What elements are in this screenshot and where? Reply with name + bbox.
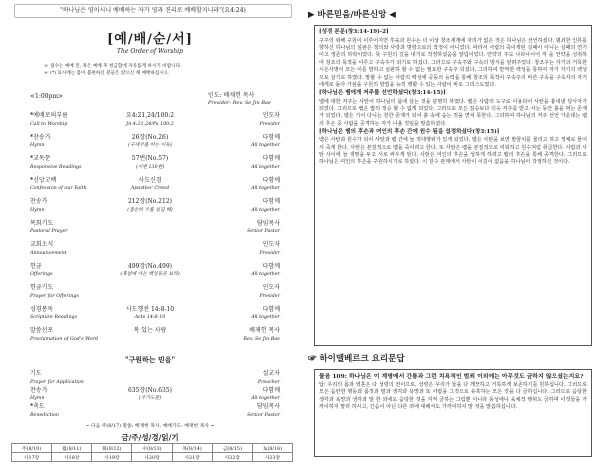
reading-cell: 사18장 <box>52 453 92 462</box>
item-detail <box>100 220 200 228</box>
item-role <box>30 177 87 193</box>
note-line: ☞ (*) 표시에는 몸이 불편하신 분들은 앉으신 채 예배하십시오. <box>44 71 170 76</box>
item-role <box>30 403 59 419</box>
item-detail <box>100 263 200 279</box>
item-leader-en: Senior Pastor <box>247 229 280 234</box>
leader-label-en: Presider: Rev. Se Jin Bae <box>208 99 271 106</box>
reading-cell: 사21장 <box>172 453 212 462</box>
item-detail-text: 요4:21,24/100:2 <box>125 112 175 119</box>
item-name-en: Hymn <box>30 143 45 148</box>
next-week-note: ~ 다음 주(8/17) 말씀: 배재헌 목사, 예배기도: 배재헌 목사 ~ <box>85 424 215 429</box>
standing-mark: * <box>30 155 34 162</box>
item-name-en: Call to Worship <box>30 121 68 127</box>
item-leader <box>259 241 280 257</box>
item-name: 찬송가 <box>30 386 48 394</box>
reading-cell: 사17장 <box>12 453 52 462</box>
item-detail <box>100 403 200 411</box>
item-leader-en: Presider <box>259 250 280 256</box>
article-paragraph: 뱀에 대한 저주는 사탄이 하나님의 몸에 삼는 것을 분명히 하였다. 뱀은 사람의 도구로 이용되어 사탄을 흉내낸 당사자가 되었다. 그리므로 뱀은 밥의 정승 할 수 없게 되었다. 그러므로 모든 짐승보다 더욱 저주를 받고 사는 동안 흙을 먹는 존재가 되었다. 뱀은 기어 다니는 천한 존재가 되어 흙 속에 숨는 것을 면치 못한다. 그리하여 하나님의 저주 선언 가운데는 뱀의 후손 중 사람을 공격하는 자가 나올 것임을 말씀하셨다. <box>319 98 587 127</box>
item-role <box>30 370 84 386</box>
item-name-en: Offerings <box>30 272 53 277</box>
item-detail-text: 57번(No.57) <box>131 155 169 162</box>
reading-cell: 사20장 <box>132 453 172 462</box>
reading-cell: 월(8/11) <box>52 444 92 453</box>
item-detail-en: (흑암에 사는 백성들을 보라) <box>120 272 180 277</box>
item-leader <box>251 306 280 322</box>
item-name: 신앙고백 <box>33 176 57 184</box>
item-leader <box>247 403 280 419</box>
item-leader-text: 다함께 <box>262 155 280 162</box>
item-name-en: Pastoral Prayer <box>30 229 68 234</box>
note-line: ☞ 접수는 예배 전, 혹은 예배 후 헌금함에 자유롭게 하시기 바랍니다. <box>44 64 182 69</box>
item-leader-en: Presider <box>259 293 280 299</box>
item-leader <box>258 370 280 386</box>
article-subheading: [하나님은 뱀에게 저주를 선언하셨다(창3:14-15)] <box>319 89 446 96</box>
item-detail-en: (구세주를 아는 이들) <box>128 143 172 148</box>
item-detail-en: Jn.4:21,24/Ps.100:2 <box>126 121 174 127</box>
item-leader <box>251 155 280 171</box>
article-heading: [성경 본문(창3:14-19)-2] <box>319 29 389 35</box>
catechism-box <box>314 369 592 457</box>
item-role <box>30 112 68 128</box>
item-leader-text: 인도자 <box>262 112 280 119</box>
item-detail-text: 복 있는 사람 <box>133 327 167 334</box>
standing-mark: * <box>30 176 34 184</box>
item-role <box>30 241 67 257</box>
item-detail <box>100 306 200 322</box>
item-role <box>30 327 98 343</box>
item-name-en: Confession of our Faith <box>30 186 87 191</box>
item-name-en: Prayer for Offerings <box>30 293 79 299</box>
page-subtitle: The Order of Worship <box>117 48 183 55</box>
item-leader-en: Preacher <box>257 379 280 385</box>
item-leader-en: All together <box>251 272 280 277</box>
item-role <box>30 387 47 403</box>
item-leader-text: 다함께 <box>262 305 280 313</box>
item-leader-text: 설교자 <box>262 370 280 377</box>
item-detail-en: (겸손히 주를 섬길 때) <box>127 207 173 213</box>
item-name: 기도 <box>30 370 42 377</box>
item-detail-text: 635장(No.635) <box>127 386 173 394</box>
article-paragraph: 구주의 위해 구원이 이루어지면 후육과 원수는 더 이상 창조세계에 자리가 없은 것은 하나님은 선언하셨다. 범죄한 인류를 향하신 하나님의 심판은 정의와 사랑과 명령으로의 작정이 아니었다. 따라서 사람의 죽이게된 실패이 아니는 실패의 연기이고 생존의 하락이었다. 뜻 구원의 길을 내기로 작정하셨음을 알림이었다. 언약의 주도 나타나시어 저 을 언약을 성취하여 창조의 목적을 이루고 구속주가 되기로 하셨다. 그러므로 구속주와 구속의 방식을 알려주었다. 창조주는 자기의 거룩한 시온사명이 모든 이를 말하고 심판하 할 수 없는 필요한 구속주 되셨다. 그리하여 반역한 백성을 통하여 자기 자기의 백성으로 삼기로 하였다. 말할 수 없는 사람의 백성에 공동의 능력을 통해 창조의 목적이 구속주의 바른 구속을 구속자의 자기에게로 돌아 가심을 구원의 방법을 능히 행할 수 있는 사람이 바로 그리스도였다. <box>319 37 587 89</box>
item-detail <box>100 177 200 193</box>
item-name: 교회소식 <box>30 241 54 248</box>
item-leader <box>259 284 280 300</box>
standing-mark: * <box>30 403 34 410</box>
catechism-answer: 답: 우리의 몸과 영혼은 다 성령의 전이므로, 성령은 우리가 둘을 다 깨끗하고 거룩하게 보존하기를 원하십니다. 그러므로 모든 음란한 행동과 몸짓과 말과 생각과 욕망과 또 사람을 그것으로 유혹하는 모든 것을 다 금하십니다. 그러므로 음탕한 생각과 욕망과 생각과 말 한 외에도 음탕한 것을 지켜 금하는 그림뿐 아니라 동성애나 육체적 행위도 금하며 이것들을 가까이하지 말라 하시고, 간음이 아닌 다른 죄에 대해서도 가까이하지 말 것을 말씀하십니다. <box>319 381 587 411</box>
item-name-en: Responsive Readings <box>30 164 82 170</box>
item-name: 교독문 <box>33 155 51 162</box>
item-leader-text: 다함께 <box>262 386 280 394</box>
item-detail <box>100 134 200 150</box>
item-name: 찬송가 <box>33 133 51 141</box>
item-leader-text: 다함께 <box>262 262 280 270</box>
article-subheading: [하나님은 뱀의 후손과 여인의 후손 간에 원수 됨을 설정하셨다(창3:15)] <box>319 128 500 135</box>
reading-cell: 화(8/12) <box>92 444 132 453</box>
item-detail-text: 212장(No.212) <box>127 198 173 205</box>
item-leader <box>251 198 280 214</box>
standing-mark: * <box>30 133 34 141</box>
item-name: 말씀선포 <box>30 327 54 334</box>
item-name-en: Hymn <box>30 396 45 401</box>
item-leader <box>247 220 280 236</box>
item-leader <box>251 134 280 150</box>
item-detail-text: 26장(No.26) <box>131 133 169 141</box>
item-leader <box>251 263 280 279</box>
item-name: 목회기도 <box>30 219 54 227</box>
item-role <box>30 220 68 236</box>
item-leader-en: Presider <box>259 121 280 127</box>
reading-days-row <box>12 444 293 453</box>
item-role <box>30 263 53 279</box>
item-name: 축도 <box>33 403 45 410</box>
standing-mark: * <box>30 112 34 119</box>
item-leader-en: Rev. Se Jin Bae <box>243 336 280 342</box>
reading-cell: 목(8/14) <box>172 444 212 453</box>
item-name: 헌금 <box>30 262 42 270</box>
item-name-en: Scripture Readings <box>30 315 78 320</box>
item-detail <box>100 155 200 171</box>
item-name-en: Prayer for Application <box>30 379 84 385</box>
item-leader-en: All together <box>251 207 280 213</box>
item-leader-en: All together <box>251 396 280 401</box>
reading-cell: 금(8/15) <box>212 444 252 453</box>
item-leader-text: 다함께 <box>262 176 280 184</box>
item-leader <box>251 177 280 193</box>
section-heading-catechism: ☞ 하이델베르크 요리문답 <box>308 354 405 364</box>
item-detail <box>100 241 200 249</box>
item-role <box>30 284 79 300</box>
item-leader-en: Senior Pastor <box>247 412 280 418</box>
item-leader <box>259 112 280 128</box>
service-time: <1:00pm> <box>30 93 64 100</box>
leader-label: 인도: 배재헌 목사 <box>208 92 255 99</box>
item-detail <box>100 198 200 214</box>
top-quote: "하나님은 영이시니 예배하는 자가 영과 진리로 예배할지니라"(요4:24) <box>14 4 292 18</box>
item-detail-en: Apostles' Creed <box>130 186 170 191</box>
item-name-en: Proclamation of God's Word <box>30 336 99 342</box>
item-name: 성경봉독 <box>30 305 54 313</box>
item-leader-en: All together <box>251 143 280 148</box>
reading-cell: 사19장 <box>92 453 132 462</box>
item-leader-text: 다함께 <box>262 198 280 205</box>
reading-cell: 주(8/10) <box>12 444 52 453</box>
worship-notes <box>44 63 182 77</box>
article-paragraph: 뱀은 사탄과 원수가 되어 사탄과 뱀 간에 늘 적대행위가 있게 되었다. 뱀은 사탄을 보면 발꿈치를 물리고 하고 정체로 물어서 죽게 한다. 사탄은 본질적으로 뱀을 죽이려고 한다. 또 사탄은 뱀을 본질적으로 미워하고 원수처럼 취급한다. 사람과 사탄 사이에 늘 생명을 두고 서로 싸우게 된다. 사탄은 여인의 후손을 상하게 하려고 뱀의 후손을 통해 공격한다. 그러므로 하나님은 여인의 후손을 구원하시기로 하셨다. 이 원수 관계에서 사탄이 이김이 없음을 하나님이 작정하신 것이다. <box>319 137 587 166</box>
item-detail-text: 사도행전 14:8-10 <box>125 305 175 313</box>
item-leader-en: All together <box>251 186 280 191</box>
item-leader <box>243 327 280 343</box>
reading-title: 금/주/성/경/읽/기 <box>121 433 179 442</box>
reading-table <box>11 443 293 462</box>
item-detail-en: Acts 14:8-10 <box>134 315 166 320</box>
item-leader-text: 인도자 <box>262 284 280 291</box>
item-name: 헌금기도 <box>30 284 54 291</box>
item-detail <box>100 387 200 403</box>
item-role <box>30 306 77 322</box>
section-heading-faith: ▶ 바른믿음/바른신앙 ◀ <box>308 10 396 20</box>
item-leader-en: All together <box>251 164 280 170</box>
reading-cell: 수(8/13) <box>132 444 172 453</box>
item-leader <box>251 387 280 403</box>
reading-cell: 토(8/16) <box>252 444 292 453</box>
item-detail <box>100 284 200 292</box>
item-name-en: Hymn <box>30 207 45 213</box>
item-detail <box>100 327 200 335</box>
articles-column <box>300 0 600 464</box>
item-name-en: Benediction <box>30 412 60 418</box>
item-leader-text: 배재헌 목사 <box>249 327 280 334</box>
catechism-question: 물음 109: 하나님은 이 계명에서 간통과 그런 치욕적인 범죄 이외에는 아무것도 금하지 않으셨는지요? <box>319 373 584 380</box>
item-leader-text: 담임목사 <box>256 219 280 227</box>
item-detail-en: (시편 130편) <box>135 164 165 170</box>
item-detail-en: (주기도문) <box>138 396 162 401</box>
faith-article-box <box>314 25 592 346</box>
page-title: [예/배/순/서] <box>107 32 193 47</box>
item-role <box>30 198 47 214</box>
item-name-en: Announcement <box>30 250 67 256</box>
item-leader-text: 다함께 <box>262 133 280 141</box>
item-role <box>30 155 82 171</box>
sermon-title: "구원하는 믿음" <box>124 355 176 364</box>
item-leader-text: 담임목사 <box>256 403 280 410</box>
item-name: 찬송가 <box>30 198 48 205</box>
item-leader-text: 인도자 <box>262 241 280 248</box>
reading-chapters-row <box>12 453 293 462</box>
item-detail <box>100 112 200 128</box>
item-detail <box>100 370 200 378</box>
reading-cell: 사22장 <box>212 453 252 462</box>
item-detail-text: 499장(No.499) <box>127 262 173 270</box>
item-role <box>30 134 51 150</box>
service-leader <box>208 92 271 107</box>
item-detail-text: 사도신경 <box>138 176 162 184</box>
item-name: 예배로의부름 <box>33 112 68 119</box>
item-leader-en: All together <box>251 315 280 320</box>
reading-cell: 사23장 <box>252 453 292 462</box>
